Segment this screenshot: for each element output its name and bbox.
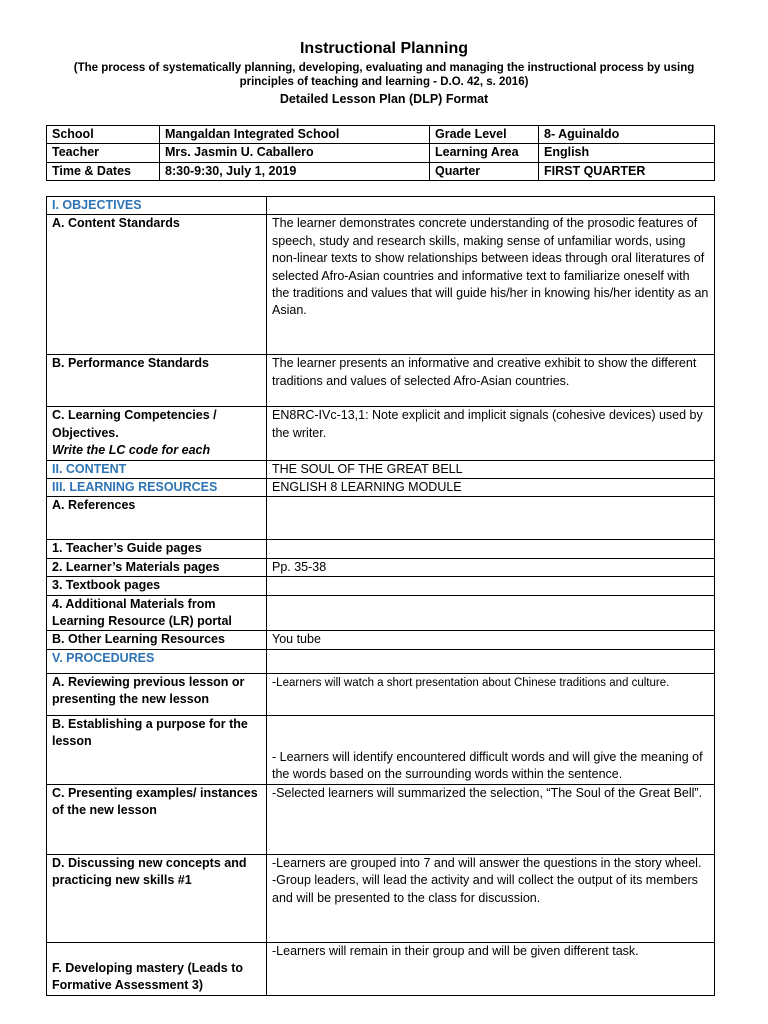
references-label: A. References <box>47 497 267 540</box>
row-performance-standards <box>47 355 715 407</box>
additional-materials-label: 4. Additional Materials from Learning Resource (LR) portal <box>47 595 267 631</box>
competencies-note: Write the LC code for each <box>52 443 211 458</box>
info-row-teacher <box>47 144 715 162</box>
presenting-label: C. Presenting examples/ instances of the new lesson <box>47 784 267 854</box>
objectives-cell <box>267 197 715 215</box>
competencies-label-cell <box>47 407 267 460</box>
teachers-guide-cell <box>267 540 715 558</box>
area-value: English <box>539 144 715 162</box>
reviewing-dash: - <box>272 674 277 689</box>
time-value: 8:30-9:30, July 1, 2019 <box>160 162 430 180</box>
content-standards-text: The learner demonstrates concrete understanding of the prosodic features of speech, study and research skills, making sense of unfamiliar words, using non-linear texts to show relationships between ideas through oral literatures of selected Afro-Asian countries and informative text to familiarize oneself with the traditions and values that will guide his/her in knowing his/her identity as an Asian. <box>267 215 715 355</box>
performance-standards-label: B. Performance Standards <box>47 355 267 407</box>
row-competencies <box>47 407 715 460</box>
row-learning-resources <box>47 479 715 497</box>
learners-materials-label: 2. Learner’s Materials pages <box>47 558 267 576</box>
row-mastery <box>47 942 715 995</box>
discussing-label: D. Discussing new concepts and practicing new skills #1 <box>47 854 267 942</box>
learning-resources-heading: III. LEARNING RESOURCES <box>47 479 267 497</box>
other-resources-text: You tube <box>267 631 715 649</box>
row-procedures <box>47 649 715 673</box>
row-presenting <box>47 784 715 854</box>
competencies-text: EN8RC-IVc-13,1: Note explicit and implicit signals (cohesive devices) used by the writer. <box>267 407 715 460</box>
performance-standards-text: The learner presents an informative and creative exhibit to show the different traditions and values of selected Afro-Asian countries. <box>267 355 715 407</box>
presenting-text: -Selected learners will summarized the selection, “The Soul of the Great Bell”. <box>267 784 715 854</box>
procedures-cell <box>267 649 715 673</box>
row-textbook <box>47 577 715 595</box>
additional-materials-cell <box>267 595 715 631</box>
school-value: Mangaldan Integrated School <box>160 126 430 144</box>
row-reviewing <box>47 673 715 715</box>
row-establishing <box>47 715 715 784</box>
row-discussing <box>47 854 715 942</box>
info-row-school <box>47 126 715 144</box>
discussing-text-1: -Learners are grouped into 7 and will answer the questions in the story wheel. <box>272 855 702 870</box>
grade-label: Grade Level <box>430 126 539 144</box>
row-other-resources <box>47 631 715 649</box>
establishing-label: B. Establishing a purpose for the lesson <box>47 715 267 784</box>
teacher-label: Teacher <box>47 144 160 162</box>
quarter-value: FIRST QUARTER <box>539 162 715 180</box>
document-title: Instructional Planning <box>299 40 468 57</box>
row-teachers-guide <box>47 540 715 558</box>
learners-materials-text: Pp. 35-38 <box>267 558 715 576</box>
content-standards-label: A. Content Standards <box>47 215 267 355</box>
objectives-heading: I. OBJECTIVES <box>47 197 267 215</box>
school-label: School <box>47 126 160 144</box>
row-additional-materials <box>47 595 715 631</box>
time-label: Time & Dates <box>47 162 160 180</box>
lesson-plan-table <box>46 196 715 996</box>
textbook-label: 3. Textbook pages <box>47 577 267 595</box>
row-objectives <box>47 197 715 215</box>
quarter-label: Quarter <box>430 162 539 180</box>
row-content <box>47 460 715 478</box>
format-heading: Detailed Lesson Plan (DLP) Format <box>279 92 489 106</box>
competencies-label: C. Learning Competencies / Objectives. <box>52 408 217 440</box>
reviewing-cell <box>267 673 715 715</box>
reviewing-text: Learners will watch a short presentation about Chinese traditions and culture. <box>276 676 670 689</box>
grade-value: 8- Aguinaldo <box>539 126 715 144</box>
content-heading: II. CONTENT <box>47 460 267 478</box>
row-learners-materials <box>47 558 715 576</box>
discussing-cell <box>267 854 715 942</box>
procedures-heading: V. PROCEDURES <box>47 649 267 673</box>
reviewing-label: A. Reviewing previous lesson or presenting the new lesson <box>47 673 267 715</box>
learning-resources-text: ENGLISH 8 LEARNING MODULE <box>267 479 715 497</box>
content-text: THE SOUL OF THE GREAT BELL <box>267 460 715 478</box>
discussing-text-2: -Group leaders, will lead the activity and will collect the output of its members and will be presented to the class for discussion. <box>272 873 698 905</box>
references-cell <box>267 497 715 540</box>
teachers-guide-label: 1. Teacher’s Guide pages <box>47 540 267 558</box>
row-content-standards <box>47 215 715 355</box>
document-subtitle: (The process of systematically planning, developing, evaluating and managing the instructional process by using principles of teaching and learning - D.O. 42, s. 2016) <box>73 62 695 88</box>
area-label: Learning Area <box>430 144 539 162</box>
teacher-value: Mrs. Jasmin U. Caballero <box>160 144 430 162</box>
info-table <box>46 125 715 181</box>
row-references <box>47 497 715 540</box>
mastery-text: -Learners will remain in their group and will be given different task. <box>267 942 715 995</box>
info-row-time <box>47 162 715 180</box>
mastery-label: F. Developing mastery (Leads to Formative Assessment 3) <box>47 942 267 995</box>
establishing-text: - Learners will identify encountered difficult words and will give the meaning of the words based on the surrounding words within the sentence. <box>267 715 715 784</box>
textbook-cell <box>267 577 715 595</box>
other-resources-label: B. Other Learning Resources <box>47 631 267 649</box>
